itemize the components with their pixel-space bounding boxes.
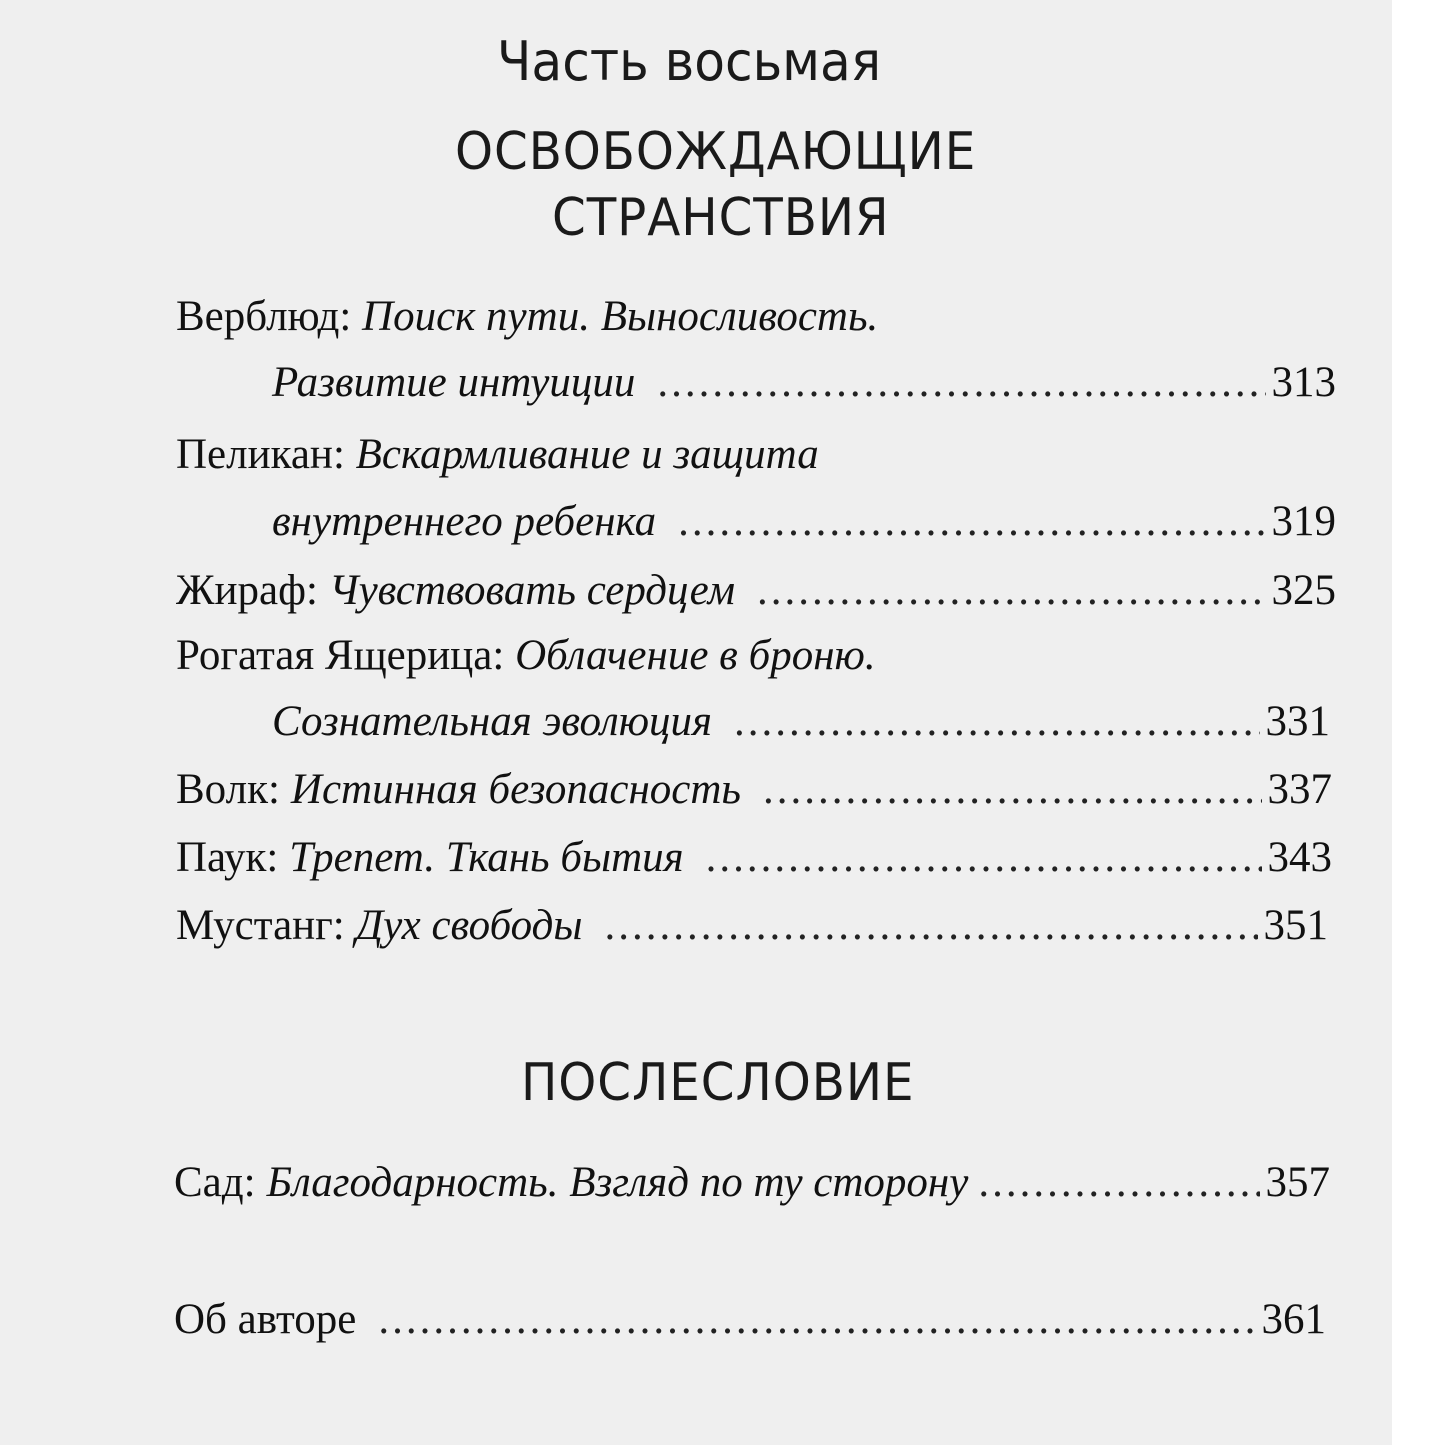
toc-entry-spider [176, 832, 1332, 884]
dot-leader [734, 696, 1259, 748]
toc-entry-subtitle: Сознательная эволюция [272, 698, 713, 745]
dot-leader [657, 357, 1265, 409]
toc-entry-subtitle: Истинная безопасность [290, 766, 741, 813]
page-edge-margin [1392, 0, 1445, 1445]
dot-leader [757, 565, 1265, 617]
toc-entry-horned-lizard-title [176, 630, 876, 682]
toc-entry-label: Об авторе [174, 1296, 357, 1343]
toc-entry-camel [272, 357, 1336, 409]
page-number: 313 [1271, 359, 1336, 406]
toc-entry-subtitle: Облачение в броню. [515, 632, 876, 679]
dot-leader [378, 1294, 1255, 1346]
part-title: Часть восьмая [497, 30, 882, 93]
toc-entry-label: Паук: [176, 834, 279, 881]
toc-entry-giraffe [176, 565, 1336, 617]
page-number: 361 [1261, 1296, 1326, 1343]
page-number: 325 [1271, 567, 1336, 614]
toc-entry-subtitle: Трепет. Ткань бытия [289, 834, 684, 881]
toc-entry-subtitle: Поиск пути. Выносливость. [362, 293, 879, 340]
dot-leader [678, 496, 1265, 548]
toc-entry-camel-title [176, 291, 878, 343]
toc-entry-subtitle: внутреннего ребенка [272, 498, 657, 545]
page-number: 343 [1267, 834, 1332, 881]
page-number: 351 [1263, 902, 1328, 949]
toc-entry-wolf [176, 764, 1332, 816]
section-title-line1: ОСВОБОЖДАЮЩИЕ [455, 122, 977, 182]
afterword-title: ПОСЛЕСЛОВИЕ [521, 1053, 915, 1113]
toc-entry-label: Мустанг: [176, 902, 345, 949]
toc-entry-subtitle: Чувствовать сердцем [328, 567, 736, 614]
toc-entry-label: Верблюд: [176, 293, 352, 340]
toc-entry-label: Сад: [174, 1159, 256, 1206]
toc-entry-garden [174, 1157, 1330, 1209]
page-number: 337 [1267, 766, 1332, 813]
page-number: 331 [1265, 698, 1330, 745]
toc-entry-label: Пеликан: [176, 431, 345, 478]
dot-leader [763, 764, 1262, 816]
page-number: 357 [1265, 1159, 1330, 1206]
toc-entry-subtitle: Вскармливание и защита [355, 431, 819, 478]
toc-entry-label: Рогатая Ящерица: [176, 632, 505, 679]
toc-entry-subtitle: Дух свободы [355, 902, 583, 949]
toc-entry-pelican [272, 496, 1336, 548]
toc-entry-subtitle: Развитие интуиции [272, 359, 636, 406]
section-title-line2: СТРАНСТВИЯ [552, 188, 890, 248]
toc-entry-label: Волк: [176, 766, 280, 813]
toc-entry-pelican-title [176, 429, 819, 481]
toc-entry-horned-lizard [272, 696, 1330, 748]
toc-entry-about-author [174, 1294, 1326, 1346]
dot-leader [706, 832, 1262, 884]
toc-entry-subtitle: Благодарность. Взгляд по ту сторону [266, 1159, 969, 1206]
dot-leader [604, 900, 1257, 952]
page-number: 319 [1271, 498, 1336, 545]
dot-leader [978, 1157, 1259, 1209]
toc-entry-mustang [176, 900, 1328, 952]
toc-entry-label: Жираф: [176, 567, 318, 614]
